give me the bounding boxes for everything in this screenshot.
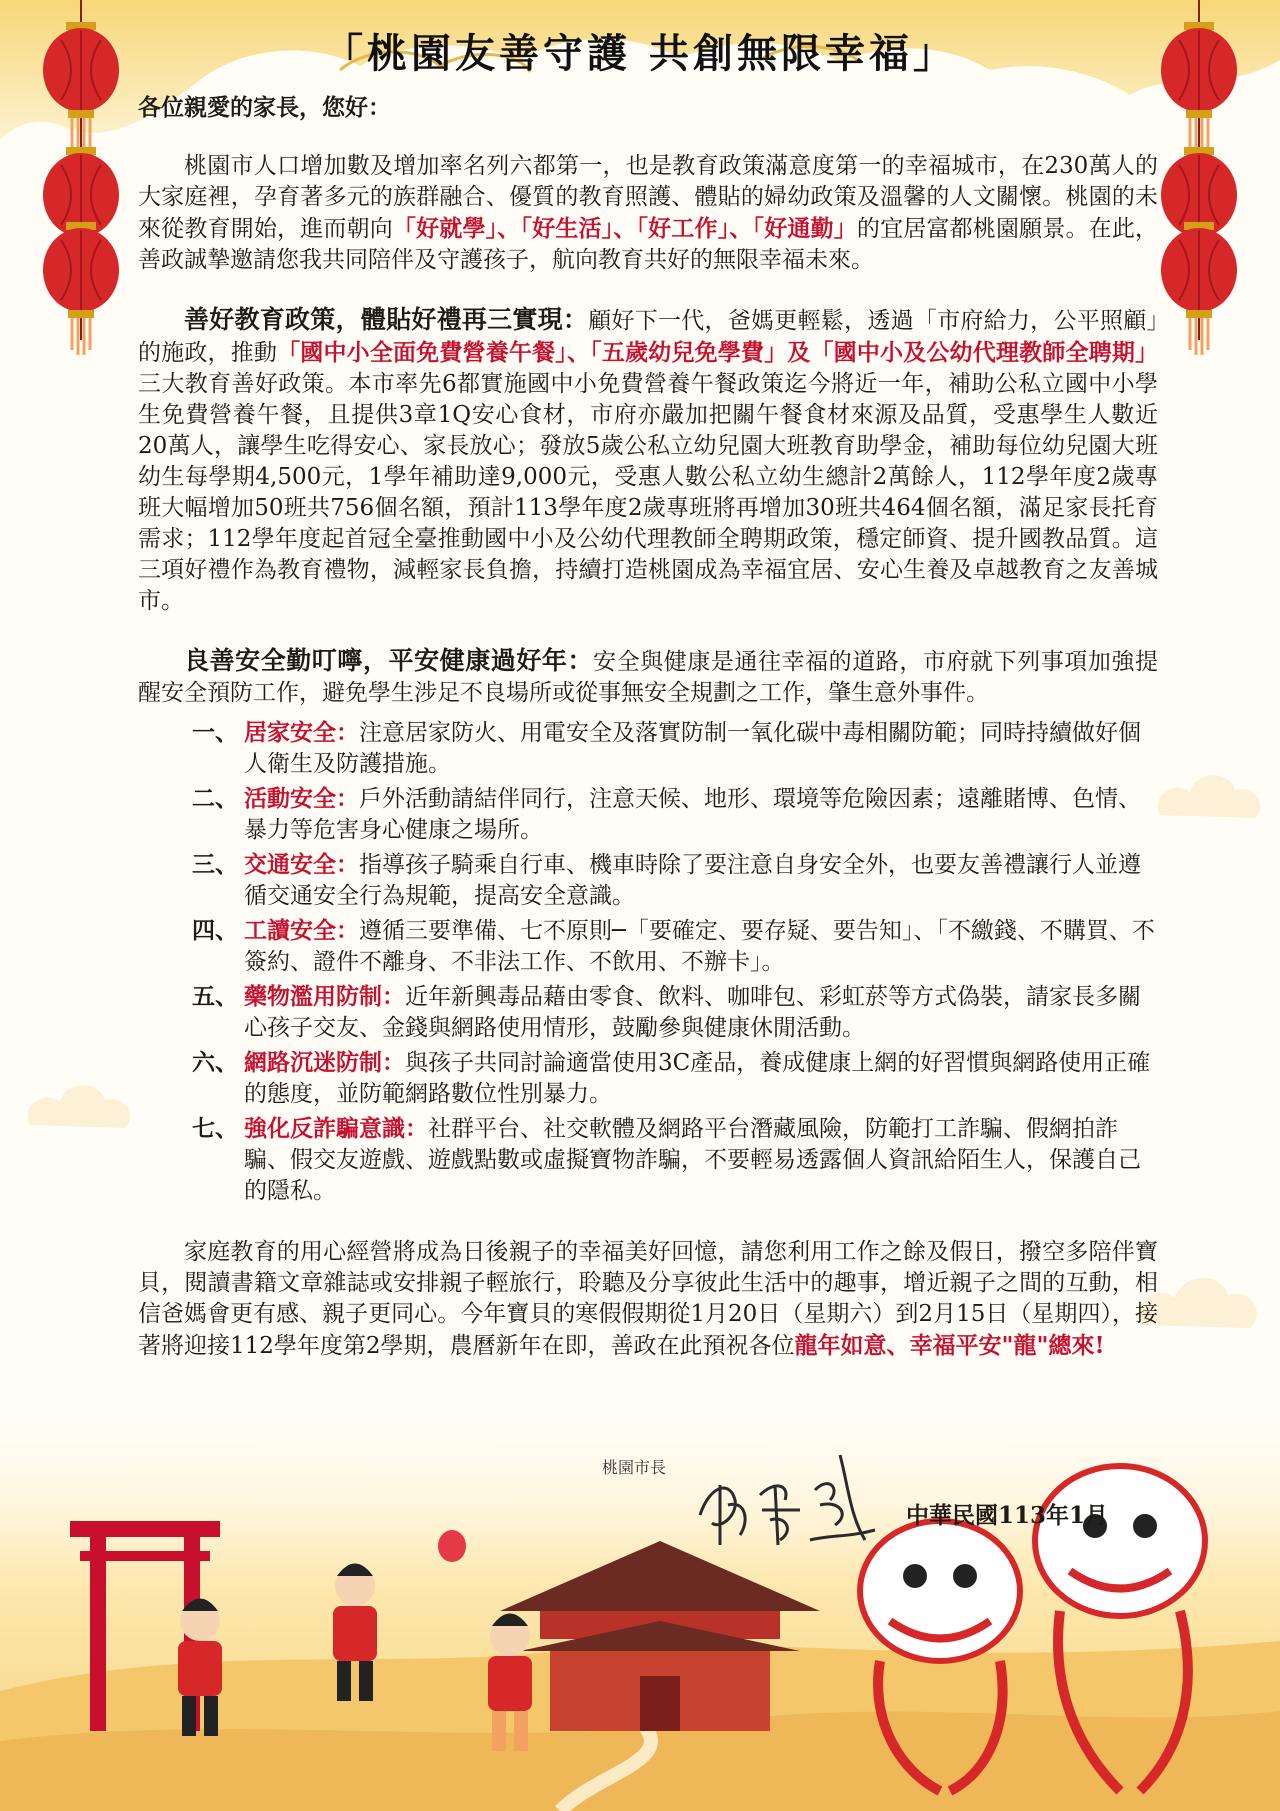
list-item-label: 強化反詐騙意識： [244,1115,428,1142]
safety-list [138,717,1158,1207]
safety-text: 安全與健康是通往幸福的道路，市府就下列事項加強提醒安全預防工作，避免學生涉足不良場所或從事無安全規劃之工作，肇生意外事件。 [138,649,1158,706]
list-item-number: 四、 [192,917,238,944]
list-item-text: 戶外活動請結伴同行，注意天候、地形、環境等危險因素；遠離賭博、色情、暴力等危害身心健康之場所。 [244,786,1141,843]
greeting: 各位親愛的家長，您好： [138,94,391,121]
list-item [192,1047,1158,1110]
list-item [192,783,1158,846]
list-item [192,1113,1158,1207]
list-item-number: 三、 [192,851,238,878]
closing-paragraph [138,1237,1158,1362]
list-item-label: 交通安全： [244,851,359,878]
signature-image [690,1445,880,1555]
intro-text: 桃園市人口增加數及增加率名列六都第一，也是教育政策滿意度第一的幸福城市，在230萬人的大家庭裡，孕育著多元的族群融合、優質的教育照護、體貼的婦幼政策及溫馨的人文關懷。桃園的未來從教育開始，進而朝向 [138,153,1158,242]
list-item-number: 二、 [192,785,238,812]
list-item-text: 與孩子共同討論適當使用3C產品，養成健康上網的好習慣與網路使用正確的態度，並防範網路數位性別暴力。 [244,1050,1151,1107]
intro-highlight: 「好就學」、「好生活」、「好工作」、「好通勤」 [392,215,857,242]
list-item-number: 六、 [192,1049,238,1076]
policy-text: 顧好下一代，爸媽更輕鬆，透過「市府給力，公平照顧」的施政，推動 [138,308,1158,366]
safety-paragraph [138,645,1158,709]
list-item-text: 注意居家防火、用電安全及落實防制一氧化碳中毒相關防範；同時持續做好個人衛生及防護措施。 [244,720,1141,777]
list-item [192,849,1158,912]
list-item [192,981,1158,1044]
letter-date: 中華民國113年1月 [906,1502,1109,1529]
list-item [192,915,1158,978]
list-item-text: 指導孩子騎乘自行車、機車時除了要注意自身安全外，也要友善禮讓行人並遵循交通安全行為規範，提高安全意識。 [244,852,1141,909]
list-item-text: 社群平台、社交軟體及網路平台潛藏風險，防範打工詐騙、假網拍詐騙、假交友遊戲、遊戲點數或虛擬寶物詐騙，不要輕易透露個人資訊給陌生人，保護自己的隱私。 [244,1116,1141,1204]
policy-paragraph [138,304,1158,617]
intro-paragraph [138,151,1158,276]
closing-highlight: 龍年如意、幸福平安"龍"總來! [794,1332,1105,1359]
mayor-label: 桃園市長 [602,1458,667,1477]
policy-highlight: 「國中小全面免費營養午餐」、「五歲幼兒免學費」及「國中小及公幼代理教師全聘期」 [277,339,1159,366]
list-item-label: 藥物濫用防制： [244,983,405,1010]
list-item-text: 遵循三要準備、七不原則─「要確定、要存疑、要告知」、「不繳錢、不購買、不簽約、證件不離身、不非法工作、不飲用、不辦卡」。 [244,918,1155,975]
list-item-number: 七、 [192,1115,238,1142]
policy-heading: 善好教育政策，體貼好禮再三實現： [184,305,589,334]
list-item-number: 一、 [192,719,238,746]
list-item-label: 工讀安全： [244,917,359,944]
cloud-icon [20,1070,140,1140]
letter-body [138,92,1158,1390]
list-item-label: 居家安全： [244,719,359,746]
policy-text: 三大教育善好政策。本市率先6都實施國中小免費營養午餐政策迄今將近一年，補助公私立國中小學生免費營養午餐，且提供3章1Q安心食材，市府亦嚴加把關午餐食材來源及品質，受惠學生人數近20萬人，讓學生吃得安心、家長放心；發放5歲公私立幼兒園大班教育助學金，補助每位幼兒園大班幼生每學期4,500元，1學年補助達9,000元，受惠人數公私立幼生總計2萬餘人，112學年度2歲專班大幅增加50班共756個名額，預計113學年度2歲專班將再增加30班共464個名額，滿足家長托育需求；112學年度起首冠全臺推動國中小及公幼代理教師全聘期政策，穩定師資、提升國教品質。這三項好禮作為教育禮物，減輕家長負擔，持續打造桃園成為幸福宜居、安心生養及卓越教育之友善城市。 [138,371,1158,614]
safety-heading: 良善安全勤叮嚀，平安健康過好年： [184,646,594,675]
festival-scene-illustration [0,1391,1280,1811]
list-item-number: 五、 [192,983,238,1010]
intro-text: 的宜居富都桃園願景。在此，善政誠摯邀請您我共同陪伴及守護孩子，航向教育共好的無限幸福未來。 [138,216,1159,273]
list-item-label: 網路沉迷防制： [244,1049,405,1076]
page-title: 「桃園友善守護 共創無限幸福」 [323,30,957,77]
list-item [192,717,1158,780]
list-item-label: 活動安全： [244,785,359,812]
cloud-icon [1150,760,1270,830]
list-item-text: 近年新興毒品藉由零食、飲料、咖啡包、彩虹菸等方式偽裝，請家長多關心孩子交友、金錢與網路使用情形，鼓勵參與健康休閒活動。 [244,984,1141,1041]
closing-text: 家庭教育的用心經營將成為日後親子的幸福美好回憶，請您利用工作之餘及假日，撥空多陪伴寶貝，閱讀書籍文章雜誌或安排親子輕旅行，聆聽及分享彼此生活中的趣事，增近親子之間的互動，相信爸媽會更有感、親子更同心。今年寶貝的寒假假期從1月20日（星期六）到2月15日（星期四），接著將迎接112學年度第2學期，農曆新年在即，善政在此預祝各位 [138,1239,1158,1359]
